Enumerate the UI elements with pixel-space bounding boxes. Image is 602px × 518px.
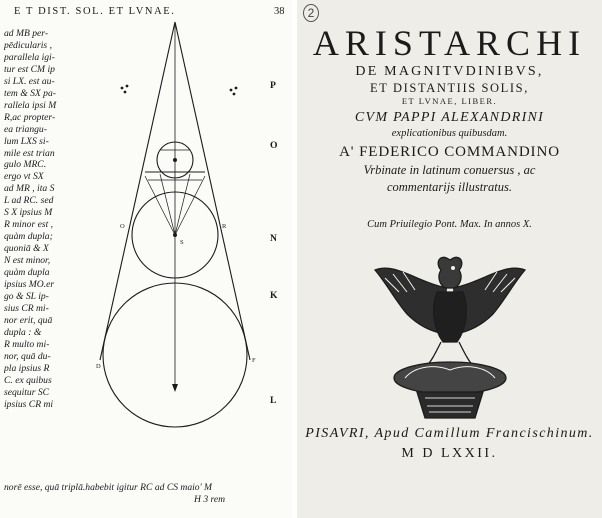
body-line: ea triangu- [4, 123, 47, 135]
translator-detail: Vrbinate in latinum conuersus , ac [363, 163, 536, 177]
right-page-title [297, 0, 602, 518]
body-line: ad MB per- [4, 28, 49, 39]
body-line: sius CR mi- [4, 302, 49, 314]
body-line: sequitur SC [4, 386, 50, 398]
body-line: L ad RC. sed [4, 195, 54, 207]
running-head: E T DIST. SOL. ET LVNAE. [14, 6, 176, 17]
book-title: ARISTARCHI [312, 23, 587, 63]
subtitle-line: ET LVNAE, LIBER. [401, 96, 498, 106]
imprint-line: PISAVRI, Apud Camillum Francischinum. [305, 426, 594, 441]
subtitle-line: DE MAGNITVDINIBVS, [355, 64, 544, 79]
body-line: dupla : & [4, 326, 42, 338]
figure-label: R [222, 223, 227, 230]
left-page [0, 0, 292, 518]
eagle-emblem-icon [365, 242, 535, 422]
figure-label: S [180, 239, 184, 246]
body-line: S X ipsius M [4, 207, 53, 219]
body-line: quoniā & X [4, 243, 49, 255]
margin-letter-o: O [270, 140, 278, 151]
cone-line-right [175, 22, 250, 360]
body-line: rallela ipsi M [4, 99, 57, 111]
page-number-badge: 2 [303, 4, 319, 22]
margin-letter-k: K [270, 290, 278, 301]
commentary-line: CVM PAPPI ALEXANDRINI [354, 110, 545, 125]
body-line: tur est CM ip [4, 63, 55, 75]
body-line: norē esse, quā triplā.habebit igitur RC ad CS maio' M [4, 482, 213, 493]
ray-line [175, 174, 190, 235]
star-dot [230, 89, 233, 92]
cone-line-left [100, 22, 175, 360]
ray-line [175, 176, 205, 235]
center-point [173, 233, 177, 237]
body-line: quàm dupla; [4, 231, 53, 243]
body-line: R multo mi- [4, 338, 50, 350]
body-line: R minor est , [4, 219, 54, 231]
star-dot [126, 85, 129, 88]
body-line: ad MR , ita S [4, 183, 55, 195]
publication-year: M D LXXII. [401, 446, 498, 461]
geometric-figure [0, 0, 292, 518]
figure-label: D [96, 363, 101, 370]
body-line: si LX. est au- [4, 75, 55, 87]
commentary-line: explicationibus quibusdam. [391, 128, 508, 139]
ray-line [160, 174, 175, 235]
figure-label: O [120, 223, 125, 230]
body-line: quàm dupla [4, 267, 50, 279]
body-line: C. ex quibus [4, 374, 52, 386]
body-line: ipsius MO.er [4, 279, 55, 291]
body-line: ergo vt SX [4, 171, 44, 183]
margin-letter-l: L [270, 395, 277, 406]
page-number: 38 [274, 6, 285, 17]
privilege-line: Cum Priuilegio Pont. Max. In annos X. [367, 219, 532, 230]
body-line: R,ac propter- [4, 111, 56, 123]
arrow-marker [172, 384, 178, 392]
body-line: nor, quā du- [4, 350, 51, 362]
body-line: go & SL ip- [4, 290, 49, 302]
figure-label: F [252, 357, 256, 364]
signature-line: H 3 rem [194, 493, 226, 505]
body-line: ipsius CR mi [4, 398, 54, 410]
translator-line: A' FEDERICO COMMANDINO [339, 144, 560, 160]
body-line: lum LXS si- [4, 135, 49, 147]
star-dot [124, 91, 127, 94]
star-dot [235, 87, 238, 90]
margin-letter-p: P [270, 80, 276, 91]
ray-line [145, 176, 175, 235]
subtitle-line: ET DISTANTIIS SOLIS, [370, 81, 529, 95]
body-line: gulo MRC. [4, 159, 47, 171]
star-dot [233, 93, 236, 96]
body-line: nor erit, quā [4, 314, 53, 326]
center-point [173, 158, 177, 162]
body-line: pēdicularis , [4, 39, 52, 51]
margin-letter-n: N [270, 233, 277, 244]
translator-detail: commentarijs illustratus. [386, 180, 512, 194]
star-dot [121, 87, 124, 90]
body-line: tem & SX pa- [4, 87, 56, 99]
body-line: parallela igi- [4, 51, 55, 63]
body-line: N est minor, [4, 255, 51, 267]
body-line: mile est trian [4, 147, 55, 159]
body-line: pla ipsius R [4, 362, 50, 374]
